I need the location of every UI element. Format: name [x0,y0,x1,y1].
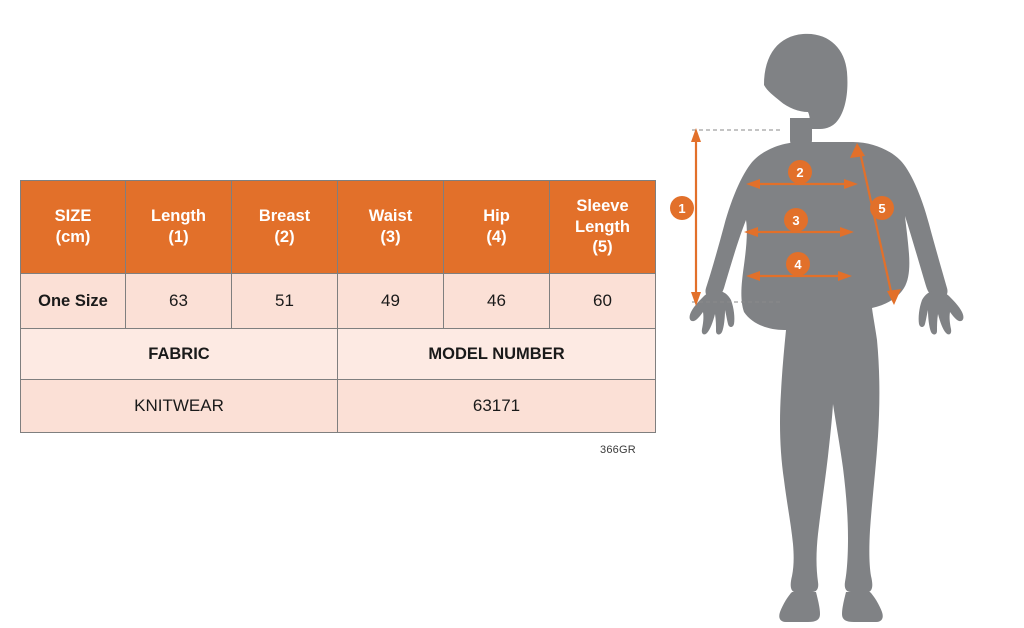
table-header-breast [232,181,338,274]
table-header-size-line1: SIZE [54,207,92,226]
secondary-header-fabric: FABRIC [21,329,338,380]
table-header-length [126,181,232,274]
size-chart-table [20,180,656,433]
table-secondary-header-row [21,329,656,380]
cell-sleeve-length: 60 [550,274,656,329]
table-header-waist-line2: (3) [380,228,401,246]
table-header-sleeve-line2: Length [575,217,630,236]
marker-3-waist: 3 [784,208,808,232]
table-header-sleeve-length [550,181,656,274]
row-label-one-size: One Size [21,274,126,329]
secondary-header-model-number: MODEL NUMBER [338,329,656,380]
table-header-breast-line2: (2) [274,228,295,246]
table-header-length-line1: Length [151,207,206,226]
table-header-breast-line1: Breast [258,207,311,226]
table-header-hip-line2: (4) [486,228,507,246]
cell-model-number-value: 63171 [338,380,656,433]
table-header-size-line2: (cm) [55,228,91,246]
table-secondary-value-row [21,380,656,433]
marker-5-sleeve-length: 5 [870,196,894,220]
table-header-row [21,181,656,274]
cell-fabric-value: KNITWEAR [21,380,338,433]
table-header-sleeve-line3: (5) [592,238,613,257]
marker-2-breast: 2 [788,160,812,184]
marker-4-hip: 4 [786,252,810,276]
table-header-hip [444,181,550,274]
cell-waist: 49 [338,274,444,329]
table-header-waist [338,181,444,274]
marker-1-length: 1 [670,196,694,220]
table-header-size [21,181,126,274]
table-header-length-line2: (1) [168,228,189,246]
table-header-waist-line1: Waist [368,207,413,226]
cell-length: 63 [126,274,232,329]
model-code-label: 366GR [600,444,636,456]
silhouette-body-shape [690,34,964,622]
table-row [21,274,656,329]
cell-hip: 46 [444,274,550,329]
table-header-sleeve-line1: Sleeve [576,197,629,216]
measurement-figure-panel [660,0,1024,628]
table-header-hip-line1: Hip [483,207,510,226]
female-silhouette-figure [660,0,1024,628]
cell-breast: 51 [232,274,338,329]
